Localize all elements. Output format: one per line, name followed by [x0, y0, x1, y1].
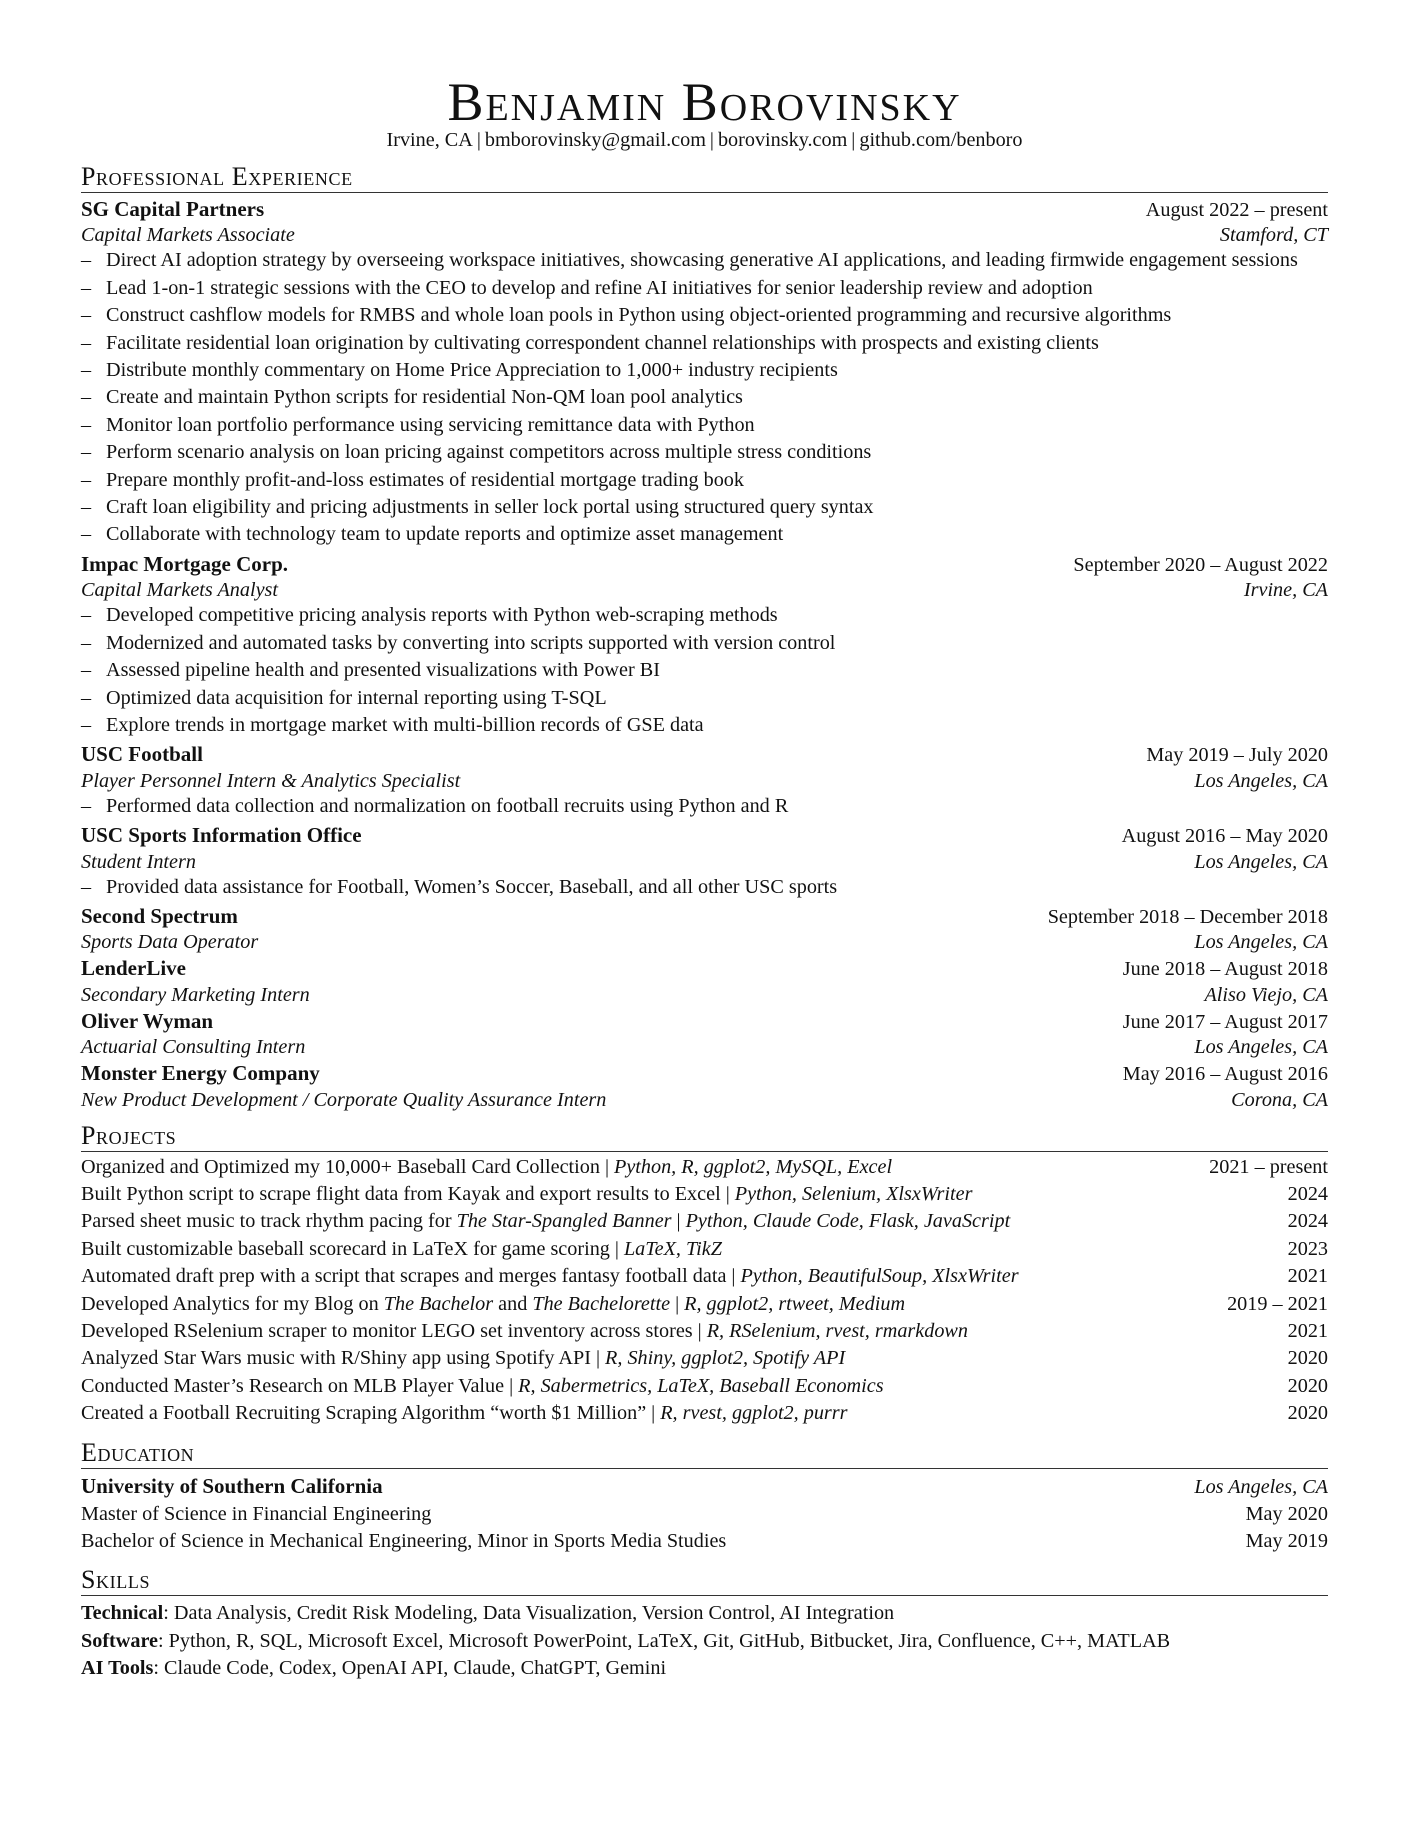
- entry-sub-row: [81, 770, 1328, 792]
- project-row: [81, 1208, 1328, 1235]
- contact-item: borovinsky.com: [717, 129, 848, 151]
- bullet-list: [81, 602, 1328, 739]
- experience-entry: [81, 552, 1328, 739]
- project-text: Conducted Master’s Research on MLB Player Value: [81, 1374, 505, 1397]
- skill-value: Data Analysis, Credit Risk Modeling, Data Visualization, Version Control, AI Integration: [173, 1602, 895, 1625]
- bullet-text: Assessed pipeline health and presented visualizations with Power BI: [106, 659, 660, 682]
- skill-value: Python, R, SQL, Microsoft Excel, Microsoft PowerPoint, LaTeX, Git, GitHub, Bitbucket, Jira, Confluence, C++, MATLAB: [168, 1629, 1171, 1652]
- entry-sub-row: [81, 224, 1328, 246]
- employment-dates: May 2019 – July 2020: [1146, 744, 1328, 767]
- project-description: [81, 1318, 968, 1345]
- entry-sub-row: [81, 1089, 1328, 1111]
- project-text: Created a Football Recruiting Scraping Algorithm “worth $1 Million”: [81, 1402, 647, 1425]
- entry-sub-row: [81, 984, 1328, 1006]
- section-title-skills: Skills: [81, 1565, 1328, 1596]
- dash-icon: –: [81, 276, 92, 299]
- school-name: University of Southern California: [81, 1473, 383, 1498]
- dash-icon: –: [81, 441, 92, 464]
- experience-entry: [81, 823, 1328, 901]
- project-tools: R, RSelenium, rvest, rmarkdown: [706, 1320, 968, 1342]
- bullet-list: [81, 793, 1328, 820]
- experience-entry: [81, 742, 1328, 820]
- project-row: [81, 1345, 1328, 1372]
- dash-icon: –: [81, 659, 92, 682]
- project-separator: |: [651, 1402, 656, 1425]
- dash-icon: –: [81, 631, 92, 654]
- bullet-item: [81, 874, 1328, 901]
- employment-dates: September 2020 – August 2022: [1073, 553, 1328, 576]
- bullet-item: [81, 357, 1328, 384]
- contact-separator: |: [851, 129, 856, 151]
- bullet-item: [81, 330, 1328, 357]
- contact-line: [81, 128, 1328, 152]
- experience-list: [81, 197, 1328, 1111]
- bullet-text: Collaborate with technology team to update reports and optimize asset management: [106, 523, 784, 546]
- company-name: USC Sports Information Office: [81, 823, 362, 848]
- dash-icon: –: [81, 359, 92, 382]
- bullet-text: Facilitate residential loan origination by cultivating correspondent channel relationships with prospects and existing clients: [106, 331, 1099, 354]
- company-name: LenderLive: [81, 956, 186, 981]
- project-title-italic: The Bachelorette: [532, 1292, 671, 1315]
- job-location: Stamford, CT: [1219, 224, 1328, 247]
- contact-item: Irvine, CA: [386, 129, 473, 151]
- entry-header-row: [81, 823, 1328, 850]
- dash-icon: –: [81, 875, 92, 898]
- job-title: Capital Markets Analyst: [81, 579, 279, 602]
- job-location: Los Angeles, CA: [1194, 769, 1328, 792]
- project-row: [81, 1400, 1328, 1427]
- project-text: Analyzed Star Wars music with R/Shiny app using Spotify API: [81, 1347, 591, 1370]
- dash-icon: –: [81, 794, 92, 817]
- bullet-item: [81, 275, 1328, 302]
- bullet-item: [81, 712, 1328, 739]
- experience-entry: [81, 1009, 1328, 1058]
- contact-separator: |: [476, 129, 481, 151]
- project-row: [81, 1181, 1328, 1208]
- job-location: Los Angeles, CA: [1194, 1036, 1328, 1059]
- dash-icon: –: [81, 496, 92, 519]
- employment-dates: August 2022 – present: [1145, 199, 1328, 221]
- degree-date: May 2020: [1245, 1502, 1328, 1525]
- dash-icon: –: [81, 604, 92, 627]
- project-text: Built Python script to scrape flight data from Kayak and export results to Excel: [81, 1182, 721, 1205]
- bullet-text: Perform scenario analysis on loan pricing against competitors across multiple stress conditions: [106, 441, 872, 464]
- section-title-education: Education: [81, 1438, 1328, 1469]
- project-row: [81, 1373, 1328, 1400]
- bullet-text: Provided data assistance for Football, Women’s Soccer, Baseball, and all other USC sports: [106, 875, 838, 898]
- education-school-row: [81, 1473, 1328, 1501]
- employment-dates: August 2016 – May 2020: [1121, 825, 1328, 848]
- project-tools: LaTeX, TikZ: [623, 1237, 722, 1260]
- project-description: [81, 1236, 722, 1263]
- job-title: Actuarial Consulting Intern: [81, 1036, 306, 1059]
- skill-row: Software: Python, R, SQL, Microsoft Excel, Microsoft PowerPoint, LaTeX, Git, GitHub, Bitbucket, Jira, Confluence, C++, MATLAB: [81, 1629, 1171, 1652]
- job-title: Sports Data Operator: [81, 931, 259, 954]
- project-year: 2019 – 2021: [1227, 1292, 1328, 1315]
- project-separator: |: [697, 1320, 702, 1342]
- bullet-item: [81, 412, 1328, 439]
- skill-label: AI Tools: [81, 1657, 154, 1680]
- bullet-text: Lead 1-on-1 strategic sessions with the CEO to develop and refine AI initiatives for senior leadership review and adoption: [106, 276, 1093, 299]
- project-year: 2021: [1287, 1265, 1328, 1288]
- entry-sub-row: [81, 1036, 1328, 1058]
- experience-entry: [81, 1061, 1328, 1110]
- degree-row: [81, 1501, 1328, 1528]
- employment-dates: September 2018 – December 2018: [1047, 905, 1328, 928]
- contact-item: github.com/benboro: [859, 129, 1023, 151]
- job-location: Irvine, CA: [1243, 579, 1328, 602]
- project-year: 2020: [1287, 1402, 1328, 1425]
- job-title: Capital Markets Associate: [81, 224, 295, 247]
- project-year: 2020: [1287, 1374, 1328, 1397]
- job-location: Corona, CA: [1231, 1088, 1328, 1111]
- projects-section: [81, 1121, 1328, 1428]
- project-tools: R, Sabermetrics, LaTeX, Baseball Economics: [518, 1374, 884, 1397]
- bullet-item: [81, 384, 1328, 411]
- project-separator: |: [614, 1237, 619, 1260]
- project-separator: |: [675, 1292, 680, 1315]
- skills-list: [81, 1600, 1328, 1682]
- project-text: Developed Analytics for my Blog on: [81, 1292, 384, 1315]
- project-tools: Python, Selenium, XlsxWriter: [734, 1182, 973, 1205]
- project-text: Organized and Optimized my 10,000+ Baseball Card Collection: [81, 1155, 600, 1178]
- section-title-projects: Projects: [81, 1121, 1328, 1152]
- job-title: Secondary Marketing Intern: [81, 983, 310, 1006]
- dash-icon: –: [81, 523, 92, 546]
- dash-icon: –: [81, 713, 92, 736]
- job-location: Aliso Viejo, CA: [1204, 983, 1328, 1006]
- degree-row: [81, 1528, 1328, 1555]
- section-title-experience: Professional Experience: [81, 162, 1328, 193]
- employment-dates: June 2017 – August 2017: [1122, 1010, 1328, 1033]
- project-row: [81, 1263, 1328, 1290]
- bullet-list: [81, 874, 1328, 901]
- project-row: [81, 1236, 1328, 1263]
- experience-entry: [81, 197, 1328, 549]
- degree-list: [81, 1501, 1328, 1556]
- bullet-text: Create and maintain Python scripts for residential Non-QM loan pool analytics: [106, 386, 743, 409]
- skill-label: Software: [81, 1629, 158, 1652]
- bullet-text: Explore trends in mortgage market with multi-billion records of GSE data: [106, 713, 704, 736]
- bullet-text: Craft loan eligibility and pricing adjustments in seller lock portal using structured query syntax: [106, 496, 874, 519]
- degree-date: May 2019: [1245, 1530, 1328, 1553]
- bullet-text: Distribute monthly commentary on Home Price Appreciation to 1,000+ industry recipients: [106, 359, 838, 382]
- experience-entry: [81, 904, 1328, 953]
- entry-header-row: [81, 552, 1328, 579]
- bullet-text: Optimized data acquisition for internal reporting using T-SQL: [106, 686, 607, 709]
- job-title: Student Intern: [81, 850, 196, 873]
- school-location: Los Angeles, CA: [1194, 1475, 1328, 1498]
- entry-sub-row: [81, 851, 1328, 873]
- job-title: New Product Development / Corporate Quality Assurance Intern: [81, 1088, 607, 1111]
- project-tools: Python, BeautifulSoup, XlsxWriter: [740, 1265, 1019, 1288]
- project-separator: |: [595, 1347, 601, 1370]
- project-row: [81, 1291, 1328, 1318]
- entry-sub-row: [81, 931, 1328, 953]
- dash-icon: –: [81, 331, 92, 354]
- project-separator: |: [676, 1210, 681, 1233]
- dash-icon: –: [81, 413, 92, 436]
- project-text: Developed RSelenium scraper to monitor LEGO set inventory across stores: [81, 1320, 693, 1342]
- dash-icon: –: [81, 686, 92, 709]
- company-name: Impac Mortgage Corp.: [81, 551, 289, 576]
- bullet-item: [81, 793, 1328, 820]
- bullet-item: [81, 602, 1328, 629]
- project-description: [81, 1208, 1010, 1235]
- bullet-text: Prepare monthly profit-and-loss estimates of residential mortgage trading book: [106, 468, 744, 491]
- project-year: 2024: [1287, 1182, 1328, 1205]
- company-name: Monster Energy Company: [81, 1061, 320, 1086]
- project-year: 2021 – present: [1209, 1155, 1328, 1178]
- project-tools: R, ggplot2, rtweet, Medium: [684, 1292, 906, 1315]
- bullet-item: [81, 439, 1328, 466]
- entry-header-row: [81, 742, 1328, 769]
- project-text: Automated draft prep with a script that scrapes and merges fantasy football data: [81, 1265, 727, 1288]
- job-location: Los Angeles, CA: [1194, 850, 1328, 873]
- project-description: [81, 1291, 905, 1318]
- experience-section: [81, 162, 1328, 1111]
- company-name: Second Spectrum: [81, 903, 238, 928]
- dash-icon: –: [81, 386, 92, 409]
- bullet-text: Performed data collection and normalization on football recruits using Python and R: [106, 794, 789, 817]
- degree-name: Master of Science in Financial Engineering: [81, 1502, 432, 1525]
- employment-dates: June 2018 – August 2018: [1122, 958, 1328, 981]
- company-name: Oliver Wyman: [81, 1008, 214, 1033]
- project-description: [81, 1345, 845, 1372]
- project-description: [81, 1154, 892, 1181]
- project-tools: Python, Claude Code, Flask, JavaScript: [685, 1210, 1011, 1233]
- bullet-item: [81, 657, 1328, 684]
- skill-row: Technical: Data Analysis, Credit Risk Modeling, Data Visualization, Version Control, AI Integration: [81, 1602, 895, 1625]
- bullet-text: Developed competitive pricing analysis reports with Python web-scraping methods: [106, 604, 778, 627]
- project-year: 2023: [1287, 1237, 1328, 1260]
- project-text: and: [493, 1292, 533, 1315]
- bullet-item: [81, 467, 1328, 494]
- entry-header-row: [81, 197, 1328, 224]
- project-row: [81, 1318, 1328, 1345]
- project-separator: |: [725, 1182, 730, 1205]
- bullet-item: [81, 521, 1328, 548]
- project-separator: |: [509, 1374, 514, 1397]
- job-title: Player Personnel Intern & Analytics Specialist: [81, 769, 461, 792]
- skill-label: Technical: [81, 1602, 164, 1625]
- dash-icon: –: [81, 249, 92, 272]
- bullet-item: [81, 685, 1328, 712]
- project-text: Built customizable baseball scorecard in LaTeX for game scoring: [81, 1237, 610, 1260]
- bullet-list: [81, 247, 1328, 548]
- entry-header-row: [81, 1061, 1328, 1088]
- skill-row: AI Tools: Claude Code, Codex, OpenAI API, Claude, ChatGPT, Gemini: [81, 1657, 667, 1680]
- project-title-italic: The Bachelor: [383, 1292, 494, 1315]
- project-tools: Python, R, ggplot2, MySQL, Excel: [614, 1155, 893, 1178]
- project-year: 2024: [1287, 1210, 1328, 1233]
- bullet-text: Monitor loan portfolio performance using servicing remittance data with Python: [106, 413, 755, 436]
- entry-sub-row: [81, 579, 1328, 601]
- skill-value: Claude Code, Codex, OpenAI API, Claude, ChatGPT, Gemini: [164, 1657, 667, 1680]
- degree-name: Bachelor of Science in Mechanical Engineering, Minor in Sports Media Studies: [81, 1530, 727, 1553]
- job-location: Los Angeles, CA: [1194, 931, 1328, 954]
- project-tools: R, rvest, ggplot2, purrr: [660, 1402, 848, 1425]
- project-row: [81, 1154, 1328, 1181]
- project-description: [81, 1400, 848, 1427]
- project-tools: R, Shiny, ggplot2, Spotify API: [605, 1347, 846, 1370]
- project-description: [81, 1263, 1019, 1290]
- project-text: Parsed sheet music to track rhythm pacing for: [81, 1210, 457, 1233]
- candidate-name: Benjamin Borovinsky: [447, 72, 962, 132]
- project-year: 2021: [1287, 1320, 1328, 1342]
- skills-section: [81, 1565, 1328, 1682]
- bullet-text: Construct cashflow models for RMBS and whole loan pools in Python using object-oriented programming and recursive algorithms: [106, 304, 1172, 327]
- project-separator: |: [731, 1265, 736, 1288]
- employment-dates: May 2016 – August 2016: [1122, 1063, 1328, 1086]
- project-separator: |: [604, 1155, 609, 1178]
- bullet-item: [81, 247, 1328, 274]
- project-year: 2020: [1287, 1347, 1328, 1370]
- bullet-item: [81, 494, 1328, 521]
- project-description: [81, 1373, 884, 1400]
- project-title-italic: The Star-Spangled Banner: [456, 1210, 672, 1233]
- experience-entry: [81, 956, 1328, 1005]
- dash-icon: –: [81, 468, 92, 491]
- company-name: USC Football: [81, 742, 203, 767]
- contact-item: bmborovinsky@gmail.com: [484, 129, 706, 151]
- bullet-item: [81, 630, 1328, 657]
- projects-list: [81, 1154, 1328, 1428]
- project-description: [81, 1181, 972, 1208]
- bullet-text: Direct AI adoption strategy by overseeing workspace initiatives, showcasing generative AI applications, and leading firmwide engagement sessions: [106, 249, 1298, 272]
- bullet-text: Modernized and automated tasks by converting into scripts supported with version control: [106, 631, 836, 654]
- bullet-item: [81, 302, 1328, 329]
- resume-page: [81, 0, 1328, 1683]
- company-name: SG Capital Partners: [81, 197, 265, 221]
- education-section: [81, 1438, 1328, 1556]
- entry-header-row: [81, 956, 1328, 983]
- entry-header-row: [81, 904, 1328, 931]
- entry-header-row: [81, 1009, 1328, 1036]
- contact-separator: |: [709, 129, 714, 151]
- dash-icon: –: [81, 304, 92, 327]
